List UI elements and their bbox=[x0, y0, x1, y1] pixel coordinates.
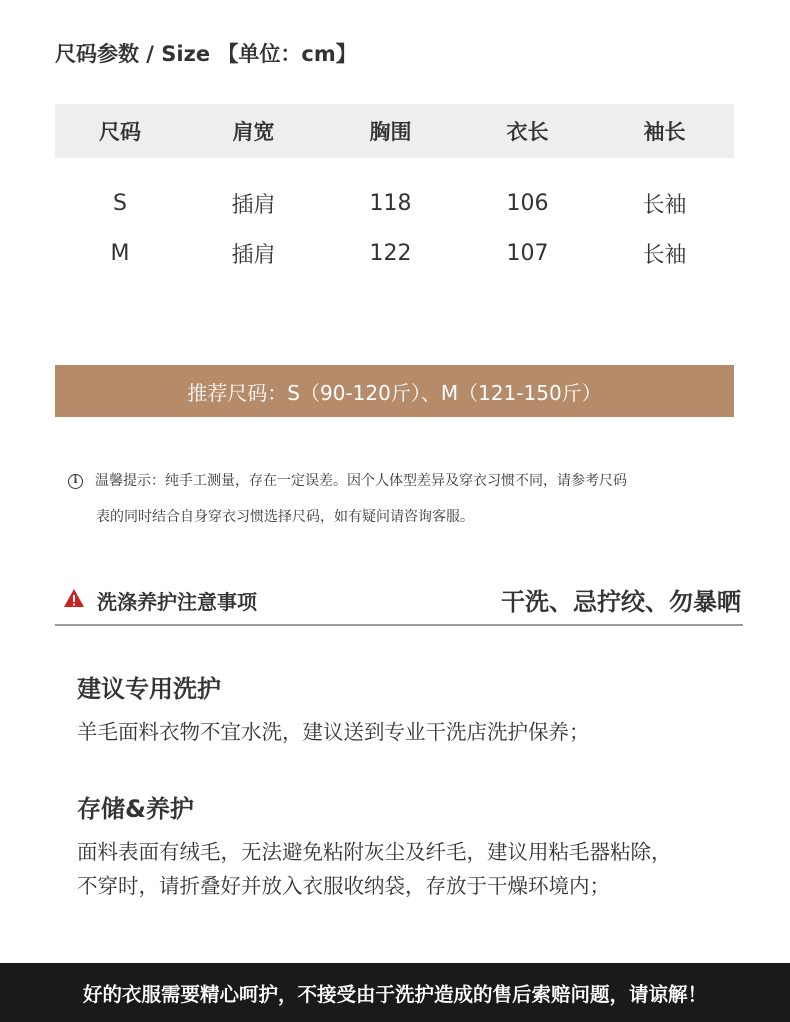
section-text: 羊毛面料衣物不宜水洗，建议送到专业干洗店洗护保养； bbox=[77, 720, 590, 744]
cell-size: S bbox=[113, 190, 127, 216]
table-row bbox=[55, 228, 734, 278]
section-title: 存储&养护 bbox=[77, 795, 194, 823]
care-header bbox=[55, 578, 743, 626]
cell-sleeve: 长袖 bbox=[642, 242, 687, 268]
header-size: 尺码 bbox=[99, 120, 141, 144]
cell-chest: 122 bbox=[369, 240, 412, 266]
care-method: 干洗、忌拧绞、勿暴晒 bbox=[501, 588, 741, 616]
cell-shoulder: 插肩 bbox=[231, 192, 276, 218]
warning-icon bbox=[63, 588, 85, 608]
size-table-header bbox=[55, 104, 734, 158]
section-text: 不穿时，请折叠好并放入衣服收纳袋，存放于干燥环境内； bbox=[77, 874, 610, 898]
header-shoulder: 肩宽 bbox=[232, 120, 275, 144]
care-section-storage bbox=[77, 791, 757, 903]
footer-notice: 好的衣服需要精心呵护，不接受由于洗护造成的售后索赔问题，请谅解！ bbox=[0, 963, 790, 1022]
info-icon: i bbox=[68, 474, 83, 489]
cell-chest: 118 bbox=[369, 190, 412, 216]
header-sleeve: 袖长 bbox=[643, 120, 686, 144]
recommended-size-banner: 推荐尺码：S（90-120斤）、M（121-150斤） bbox=[55, 365, 734, 417]
section-title: 建议专用洗护 bbox=[77, 675, 221, 703]
tip-line-1: 温馨提示：纯手工测量，存在一定误差。因个人体型差异及穿衣习惯不同，请参考尺码 bbox=[95, 473, 627, 489]
cell-length: 106 bbox=[506, 190, 549, 216]
section-text: 面料表面有绒毛，无法避免粘附灰尘及纤毛，建议用粘毛器粘除， bbox=[77, 840, 672, 864]
size-table bbox=[55, 104, 734, 278]
care-section-professional bbox=[77, 671, 757, 749]
table-row bbox=[55, 178, 734, 228]
cell-length: 107 bbox=[506, 240, 549, 266]
tip-line-2: 表的同时结合自身穿衣习惯选择尺码，如有疑问请咨询客服。 bbox=[96, 509, 474, 525]
cell-size: M bbox=[110, 240, 130, 266]
care-title: 洗涤养护注意事项 bbox=[97, 590, 257, 614]
measurement-tip bbox=[68, 466, 758, 532]
header-length: 衣长 bbox=[506, 120, 549, 144]
size-chart-title: 尺码参数 / Size 【单位：cm】 bbox=[55, 42, 357, 66]
cell-shoulder: 插肩 bbox=[231, 242, 276, 268]
header-chest: 胸围 bbox=[369, 120, 412, 144]
cell-sleeve: 长袖 bbox=[642, 192, 687, 218]
